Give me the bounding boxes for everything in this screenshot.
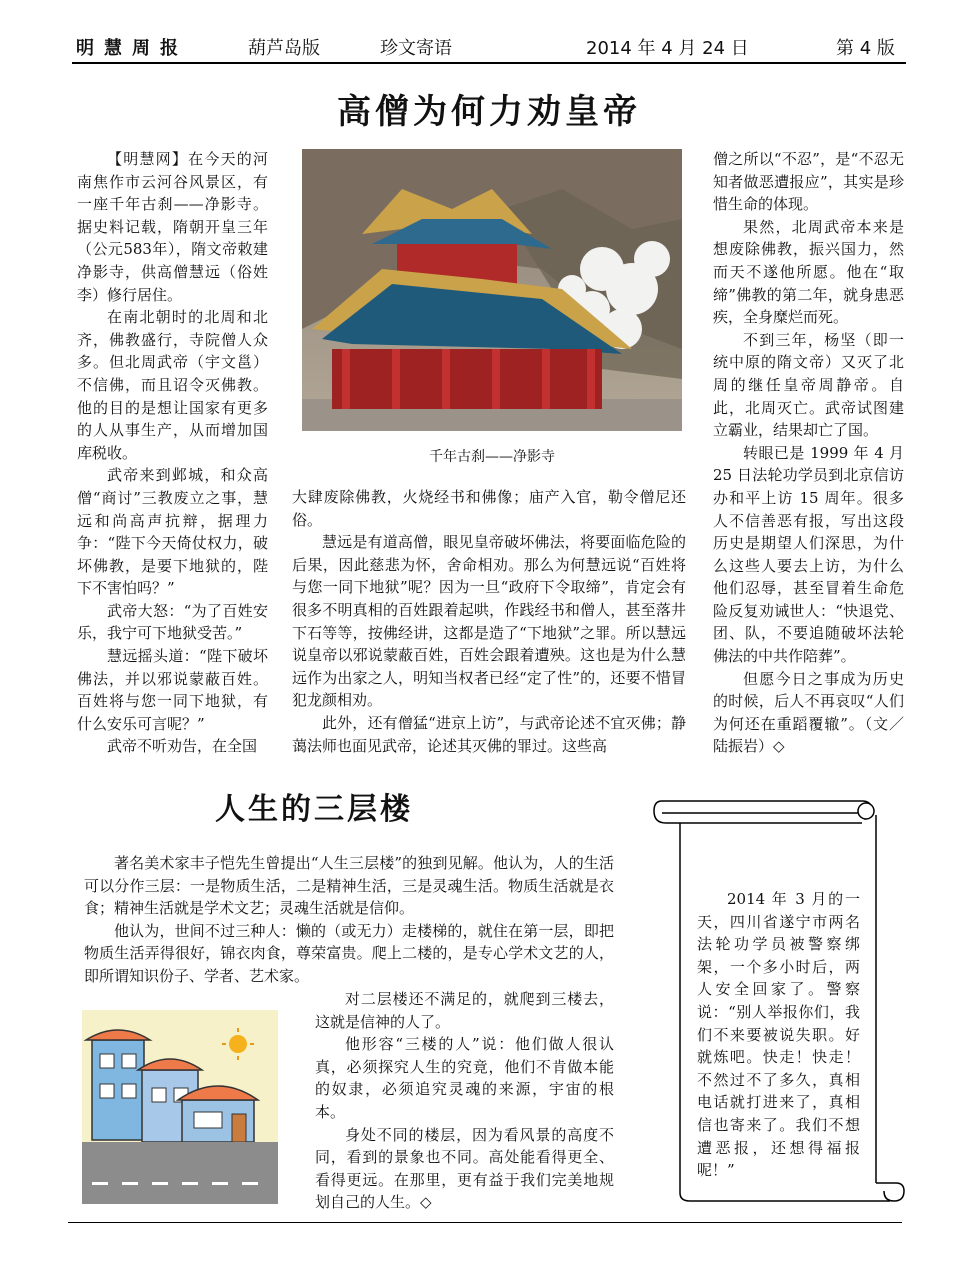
paragraph: 著名美术家丰子恺先生曾提出“人生三层楼”的独到见解。他认为，人的生活可以分作三层：一是物质生活，二是精神生活，三是灵魂生活。物质生活就是衣食；精神生活就是学术文艺；灵魂生活就是信仰。 bbox=[84, 854, 614, 918]
page-number: 第 4 版 bbox=[836, 38, 895, 59]
paragraph: 武帝来到邺城，和众高僧“商讨”三教废立之事，慧远和尚高声抗辩，据理力争：“陛下今天倚仗权力，破坏佛教，是要下地狱的，陛下不害怕吗？” bbox=[77, 466, 268, 598]
article2-body bbox=[84, 852, 614, 988]
paragraph: 慧远是有道高僧，眼见皇帝破坏佛法，将要面临危险的后果，因此慈悲为怀，舍命相劝。那么为何慧远说“百姓将与您一同下地狱”呢？因为一旦“政府下令取缔”，肯定会有很多不明真相的百姓跟着起哄，作践经书和僧人，甚至落井下石等等，按佛经讲，这都是造了“下地狱”之罪。所以慧远说皇帝以邪说蒙蔽百姓，百姓会跟着遭殃。这也是为什么慧远作为出家之人，明知当权者已经“定了性”的，还要不惜冒犯龙颜相劝。 bbox=[292, 533, 686, 710]
paragraph: 武帝不听劝告，在全国 bbox=[107, 737, 258, 756]
article2-narrow-body bbox=[315, 988, 614, 1214]
paragraph: 不到三年，杨坚（即一统中原的隋文帝）又灭了北周的继任皇帝周静帝。自此，北周灭亡。武帝试图建立霸业，结果却亡了国。 bbox=[713, 330, 904, 440]
sidebar-text bbox=[697, 888, 860, 1182]
houses-illustration bbox=[82, 1010, 278, 1204]
paragraph: 果然，北周武帝本来是想废除佛教，振兴国力，然而天不遂他所愿。他在“取缔”佛教的第二年，就身患恶疾，全身糜烂而死。 bbox=[713, 217, 904, 327]
paragraph: 但愿今日之事成为历史的时候，后人不再哀叹“人们为何还在重蹈覆辙”。（文／陆振岩）◇ bbox=[713, 669, 904, 756]
footer-rule bbox=[68, 1222, 902, 1223]
article1-title: 高僧为何力劝皇帝 bbox=[337, 92, 641, 132]
paragraph: 大肆废除佛教，火烧经书和佛像；庙产入官，勒令僧尼还俗。 bbox=[292, 488, 686, 529]
paragraph: 2014 年 3 月的一天，四川省遂宁市两名法轮功学员被警察绑架，一个多小时后，两人安全回家了。警察说：“别人举报你们，我们不来要被说失职。好就炼吧。快走！快走！不然过不了多久，真相电话就打进来了，真相信也寄来了。我们不想遭恶报，还想得福报呢！” bbox=[697, 890, 860, 1180]
paragraph: 身处不同的楼层，因为看风景的高度不同，看到的景象也不同。高处能看得更全、看得更远。在那里，更有益于我们完美地规划自己的人生。◇ bbox=[315, 1125, 614, 1212]
paragraph: 僧之所以“不忍”，是“不忍无知者做恶遭报应”，其实是珍惜生命的体现。 bbox=[713, 150, 904, 214]
article1-right-column bbox=[713, 148, 904, 758]
paragraph: 慧远摇头道：“陛下破坏佛法，并以邪说蒙蔽百姓。百姓将与您一同下地狱，有什么安乐可言呢？” bbox=[77, 647, 268, 733]
paragraph: 转眼已是 1999 年 4 月 25 日法轮功学员到北京信访办和平上访 15 周年。很多人不信善恶有报，写出这段历史是期望人们深思，为什么这些人要去上访，为什么他们忍辱，甚至冒着生命危险反复劝诫世人：“快退党、团、队，不要追随破坏法轮佛法的中共作陪葬”。 bbox=[713, 443, 904, 666]
photo-caption: 千年古刹——净影寺 bbox=[429, 449, 555, 465]
paragraph: 武帝大怒：“为了百姓安乐，我宁可下地狱受苦。” bbox=[77, 601, 268, 643]
paragraph: 在南北朝时的北周和北齐，佛教盛行，寺院僧人众多。但北周武帝（宇文邕）不信佛，而且诏令灭佛教。他的目的是想让国家有更多的人从事生产，从而增加国库税收。 bbox=[77, 308, 268, 462]
paragraph: 此外，还有僧猛“进京上访”，与武帝论述不宜灭佛；静蔼法师也面见武帝，论述其灭佛的罪过。这些高 bbox=[292, 713, 686, 755]
paragraph: 他认为，世间不过三种人：懒的（或无力）走楼梯的，就住在第一层，即把物质生活弄得很好，锦衣肉食，尊荣富贵。爬上二楼的，是专心学术文艺的人，即所谓知识份子、学者、艺术家。 bbox=[84, 921, 614, 985]
paragraph: 对二层楼还不满足的，就爬到三楼去，这就是信神的人了。 bbox=[315, 990, 614, 1031]
temple-photo bbox=[302, 149, 682, 431]
paragraph: 【明慧网】在今天的河南焦作市云河谷风景区，有一座千年古刹——净影寺。据史料记载，隋朝开皇三年（公元583年），隋文帝敕建净影寺，供高僧慧远（俗姓李）修行居住。 bbox=[77, 150, 268, 304]
article2-title: 人生的三层楼 bbox=[215, 792, 413, 827]
article1-middle-column bbox=[292, 486, 686, 757]
article1-left-column bbox=[77, 148, 268, 758]
issue-date: 2014 年 4 月 24 日 bbox=[586, 38, 749, 59]
section-label: 珍文寄语 bbox=[380, 38, 452, 59]
masthead: 明慧周报 bbox=[76, 38, 188, 59]
edition-label: 葫芦岛版 bbox=[248, 38, 320, 59]
paragraph: 他形容“三楼的人”说：他们做人很认真，必须探究人生的究竟，他们不肯做本能的奴隶，必须追究灵魂的来源，宇宙的根本。 bbox=[315, 1035, 614, 1121]
page-header bbox=[72, 32, 906, 64]
